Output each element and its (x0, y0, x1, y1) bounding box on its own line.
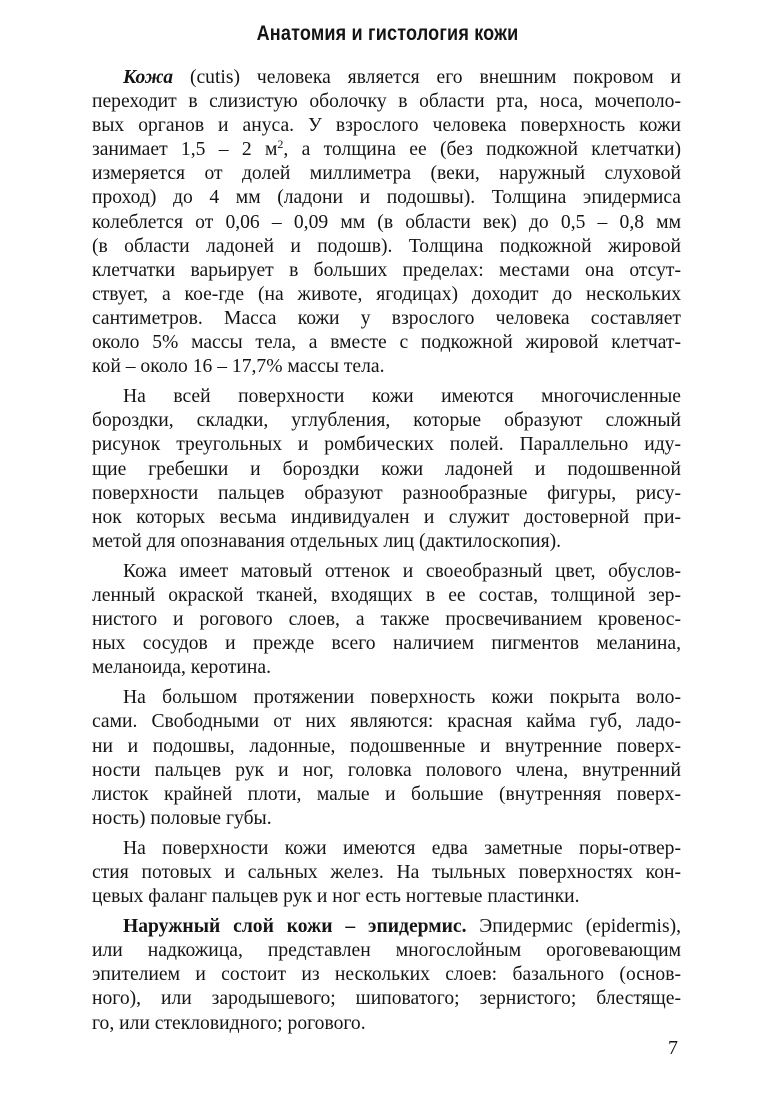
text-fragment: Эпидермис (epidermis), (466, 916, 681, 938)
text-line: Кожа имеет матовый оттенок и своеобразный цвет, обуслов- (123, 560, 681, 582)
text-line: На всей поверхности кожи имеются многочисленные (123, 386, 681, 408)
text-line: ность) половые губы. (92, 807, 272, 829)
paragraph-1 (92, 66, 681, 379)
paragraph-5 (92, 837, 681, 909)
text-line: около 5% массы тела, а вместе с подкожной жировой клетчат- (92, 332, 681, 354)
text-fragment: занимает 1,5 – 2 м (92, 139, 278, 161)
text-line: вых органов и ануса. У взрослого человека поверхность кожи (92, 115, 681, 137)
text-line: ного), или зародышевого; шиповатого; зернистого; блестяще- (92, 988, 681, 1010)
text-line (92, 66, 681, 90)
text-line: кой – около 16 – 17,7% массы тела. (92, 356, 385, 378)
text-line: поверхности пальцев образуют разнообразные фигуры, рису- (92, 482, 681, 504)
paragraph-4 (92, 686, 681, 831)
text-line: метой для опознавания отдельных лиц (дактилоскопия). (92, 530, 562, 552)
text-line: (в области ладоней и подошв). Толщина подкожной жировой (92, 235, 681, 257)
text-line: колеблется от 0,06 – 0,09 мм (в области век) до 0,5 – 0,8 мм (92, 211, 681, 233)
text-line: клетчатки варьирует в больших пределах: местами она отсут- (92, 259, 681, 281)
text-line: ности пальцев рук и ног, головка полового члена, внутренний (92, 759, 681, 781)
text-line: ных сосудов и прежде всего наличием пигментов меланина, (92, 633, 681, 655)
text-line: бороздки, складки, углубления, которые образуют сложный (92, 410, 681, 432)
text-line: рисунок треугольных и ромбических полей. Параллельно иду- (92, 434, 681, 456)
paragraph-6 (92, 915, 681, 1035)
text-line: переходит в слизистую оболочку в области рта, носа, мочеполо- (92, 91, 681, 113)
text-line: ни и подошвы, ладонные, подошвенные и внутренние поверх- (92, 735, 681, 757)
text-line (92, 915, 681, 939)
paragraph-2 (92, 385, 681, 554)
text-line: ленный окраской тканей, входящих в ее состав, толщиной зер- (92, 584, 681, 606)
term-skin: Кожа (123, 67, 174, 88)
text-line: или надкожица, представлен многослойным ороговевающим (92, 940, 681, 962)
section-heading-epidermis: Наружный слой кожи – эпидермис. (123, 916, 467, 938)
text-line: измеряется от долей миллиметра (веки, наружный слуховой (92, 163, 681, 185)
text-fragment: (cutis) человека является его внешним покровом и (173, 67, 681, 88)
superscript: 2 (277, 137, 284, 152)
paragraph-3 (92, 560, 681, 680)
page-number: 7 (668, 1037, 678, 1059)
text-fragment: , а толщина ее (без подкожной клетчатки) (283, 139, 682, 161)
text-line: На большом протяжении поверхность кожи покрыта воло- (123, 687, 681, 709)
text-line: сами. Свободными от них являются: красная кайма губ, ладо- (92, 711, 681, 733)
text-line: цевых фаланг пальцев рук и ног есть ногтевые пластинки. (92, 886, 580, 908)
text-line (92, 138, 681, 162)
text-line: листок крайней плоти, малые и большие (внутренняя поверх- (92, 783, 681, 805)
text-line: го, или стекловидного; рогового. (92, 1012, 366, 1034)
text-line: нок которых весьма индивидуален и служит достоверной при- (92, 506, 681, 528)
text-line: эпителием и состоит из нескольких слоев: базального (основ- (92, 964, 681, 986)
body-text (92, 66, 681, 1042)
text-line: проход) до 4 мм (ладони и подошвы). Толщина эпидермиса (92, 187, 681, 209)
text-line: щие гребешки и бороздки кожи ладоней и подошвенной (92, 458, 681, 480)
page-title: Анатомия и гистология кожи (256, 22, 519, 45)
text-line: ствует, а кое-где (на животе, ягодицах) доходит до нескольких (92, 283, 681, 305)
text-line: стия потовых и сальных желез. На тыльных поверхностях кон- (92, 862, 681, 883)
text-line: сантиметров. Масса кожи у взрослого человека составляет (92, 307, 681, 329)
text-line: нистого и рогового слоев, а также просвечиванием кровенос- (92, 609, 681, 631)
text-line: меланоида, керотина. (92, 657, 271, 679)
text-line: На поверхности кожи имеются едва заметные поры-отвер- (123, 837, 681, 859)
